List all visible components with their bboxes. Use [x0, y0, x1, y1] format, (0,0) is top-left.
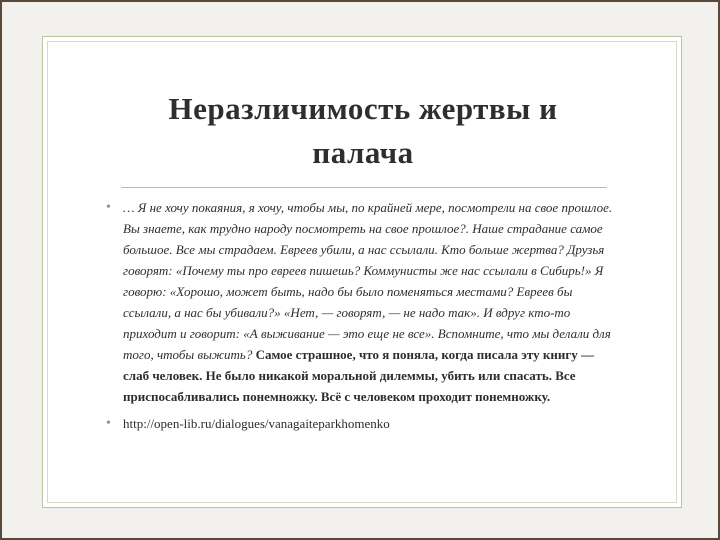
- slide-content-list: [103, 197, 623, 434]
- bullet-quote: [103, 197, 623, 407]
- slide-title: [103, 87, 623, 175]
- slide-title-line-2: палача: [312, 135, 414, 170]
- bullet-dot-icon: •: [106, 200, 111, 215]
- slide: [42, 36, 682, 508]
- bullet-source-link: [103, 413, 623, 434]
- title-divider: [121, 187, 607, 188]
- bullet-dot-icon: •: [106, 416, 111, 431]
- quote-regular-text: … Я не хочу покаяния, я хочу, чтобы мы, по крайней мере, посмотрели на свое прошлое. Вы знаете, как трудно народу посмотреть на свое прошлое?. Наше страдание самое большое. Все мы страдаем. Евреев убили, а нас ссылали. Кто больше жертва? Друзья говорят: «Почему ты про евреев пишешь? Коммунисты же нас ссылали в Сибирь!» Я говорю: «Хорошо, может быть, надо бы было поменяться местами? Евреев бы ссылали, а нас бы убивали?» «Нет, — говорят, — не надо так». И вдруг кто-то приходит и говорит: «А выживание — это еще не все». Вспомните, что мы делали для того, чтобы выжить?: [123, 200, 613, 362]
- presentation-frame: [2, 2, 718, 538]
- quote-bold-text: Самое страшное, что я поняла, когда писала эту книгу — слаб человек. Не было никакой моральной дилеммы, убить или спасать. Все приспосабливались понемножку. Всё с человеком проходит понемножку.: [123, 347, 595, 404]
- slide-title-line-1: Неразличимость жертвы и: [168, 91, 558, 126]
- source-link[interactable]: http://open-lib.ru/dialogues/vanagaiteparkhomenko: [123, 416, 390, 431]
